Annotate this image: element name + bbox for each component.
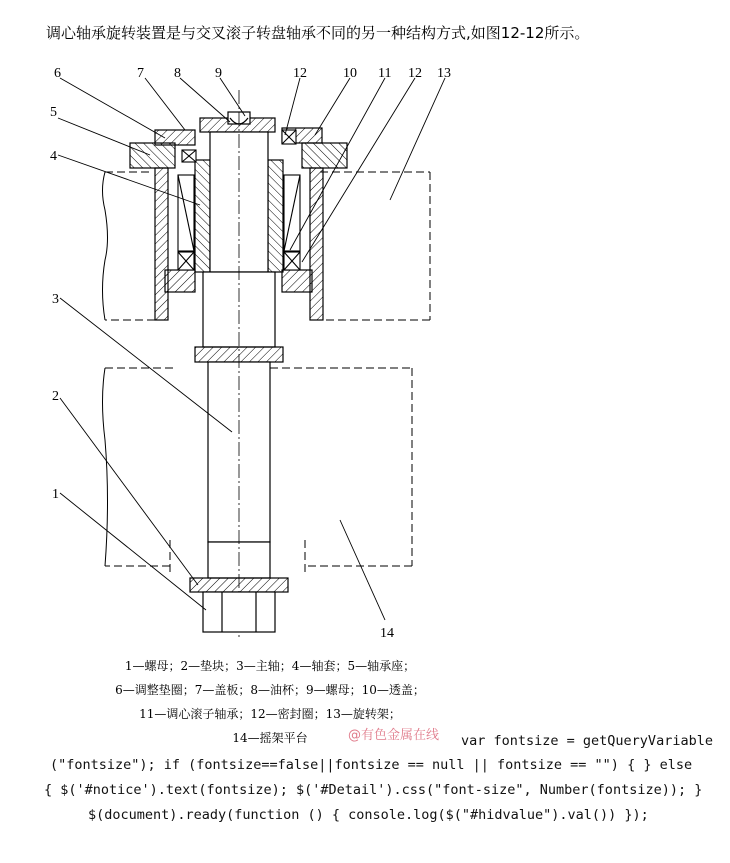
code-line-3: { $('#notice').text(fontsize); $('#Detail').css("font-size", Number(fontsize)); } (44, 782, 703, 798)
legend-line-3: 11—调心滚子轴承；12—密封圈；13—旋转架； (139, 707, 401, 721)
washer-and-nut (190, 578, 288, 632)
callout-10: 10 (343, 66, 357, 81)
code-line-1: var fontsize = getQueryVariable (461, 733, 713, 749)
callout-4: 4 (50, 149, 57, 164)
code-line-4: $(document).ready(function () { console.log($("#hidvalue").val()) }); (88, 807, 649, 823)
callout-12-right: 12 (408, 66, 422, 81)
legend-line-4: 14—摇架平台 (232, 731, 308, 745)
callout-2: 2 (52, 389, 59, 404)
callout-8: 8 (174, 66, 181, 81)
callout-7: 7 (137, 66, 144, 81)
bearing-assembly-drawing (0, 50, 730, 650)
legend-line-1: 1—螺母；2—垫块；3—主轴；4—轴套；5—轴承座； (124, 659, 416, 673)
callout-14: 14 (380, 626, 394, 641)
callout-1: 1 (52, 487, 59, 502)
frame-break-lines (103, 172, 108, 566)
callout-6: 6 (54, 66, 61, 81)
callout-5: 5 (50, 105, 57, 120)
callout-11: 11 (378, 66, 392, 81)
callout-12-left: 12 (293, 66, 307, 81)
code-line-2: ("fontsize"); if (fontsize==false||fontsize == null || fontsize == "") { } else (50, 757, 693, 773)
top-nut-and-oil-cup (200, 112, 275, 132)
watermark: @有色金属在线 (348, 728, 440, 743)
callout-13: 13 (437, 66, 451, 81)
callout-3: 3 (52, 292, 59, 307)
legend-line-2: 6—调整垫圈；7—盖板；8—油杯；9—螺母；10—透盖； (115, 683, 425, 697)
callout-9: 9 (215, 66, 222, 81)
intro-paragraph: 调心轴承旋转装置是与交叉滚子转盘轴承不同的另一种结构方式,如图12-12所示。 (46, 24, 590, 42)
